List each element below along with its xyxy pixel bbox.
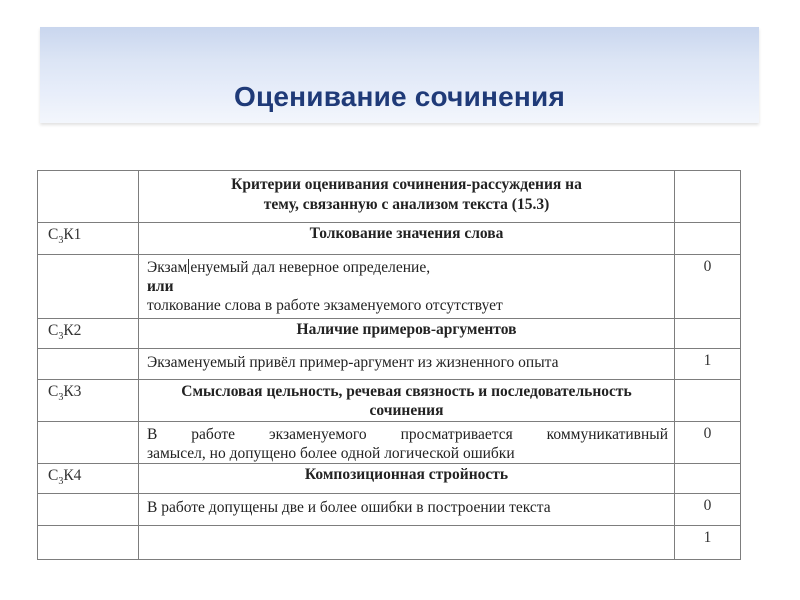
title-banner <box>40 27 759 123</box>
criteria-table-container <box>37 170 740 557</box>
criterion-detail-code-empty-k3 <box>38 422 139 464</box>
table-header-score-cell <box>675 171 741 223</box>
criterion-score-k4-1: 1 <box>675 526 741 560</box>
criterion-code-k4: $С_3К4$ <box>38 464 139 494</box>
criterion-score-empty-k2 <box>675 319 741 349</box>
criterion-heading-k2: Наличие примеров-аргументов <box>139 319 675 349</box>
criterion-detail-code-empty-k4 <box>38 494 139 526</box>
criterion-detail-code-empty-k2 <box>38 349 139 380</box>
criterion-description-k1: Экзам енуемый дал неверное определение, или толкование слова в работе экзаменуемого отсутствует <box>139 255 675 319</box>
criterion-detail-row-k2 <box>38 349 741 380</box>
criterion-row-k3 <box>38 380 741 422</box>
criterion-detail-row-k4-extra <box>38 526 741 560</box>
criterion-score-k3: 0 <box>675 422 741 464</box>
criterion-heading-k4: Композиционная стройность <box>139 464 675 494</box>
criterion-extra-code-empty <box>38 526 139 560</box>
criterion-detail-code-empty-k1 <box>38 255 139 319</box>
criterion-code-k1: $С_3К1$ <box>38 223 139 255</box>
criterion-detail-row-k1 <box>38 255 741 319</box>
criterion-code-k2: $С_3К2$ <box>38 319 139 349</box>
criterion-score-empty-k4 <box>675 464 741 494</box>
criterion-score-k1: 0 <box>675 255 741 319</box>
criterion-heading-k1: Толкование значения слова <box>139 223 675 255</box>
table-header-row <box>38 171 741 223</box>
table-header-line-2: тему, связанную с анализом текста (15.3) <box>263 196 550 213</box>
criterion-row-k1 <box>38 223 741 255</box>
criterion-heading-k3: Смысловая цельность, речевая связность и последовательность сочинения <box>139 380 675 422</box>
criterion-score-empty-k1 <box>675 223 741 255</box>
criterion-score-empty-k3 <box>675 380 741 422</box>
criterion-description-k3: В работе экзаменуемого просматривается коммуникативный замысел, но допущено более одной логической ошибки <box>139 422 675 464</box>
criterion-row-k2 <box>38 319 741 349</box>
criteria-table <box>37 170 741 560</box>
table-header-line-1: Критерии оценивания сочинения-рассуждения на <box>231 176 582 193</box>
criterion-score-k2: 1 <box>675 349 741 380</box>
criterion-detail-row-k3 <box>38 422 741 464</box>
criterion-description-k2: Экзаменуемый привёл пример-аргумент из жизненного опыта <box>139 349 675 380</box>
table-header-empty-cell <box>38 171 139 223</box>
slide-title: Оценивание сочинения <box>234 81 565 112</box>
criterion-detail-row-k4 <box>38 494 741 526</box>
criterion-code-k3: $С_3К3$ <box>38 380 139 422</box>
criterion-score-k4-0: 0 <box>675 494 741 526</box>
criterion-extra-description-empty <box>139 526 675 560</box>
criterion-description-or: или <box>147 278 174 295</box>
criterion-row-k4 <box>38 464 741 494</box>
criterion-description-k4: В работе допущены две и более ошибки в построении текста <box>139 494 675 526</box>
table-header-title <box>139 171 675 223</box>
